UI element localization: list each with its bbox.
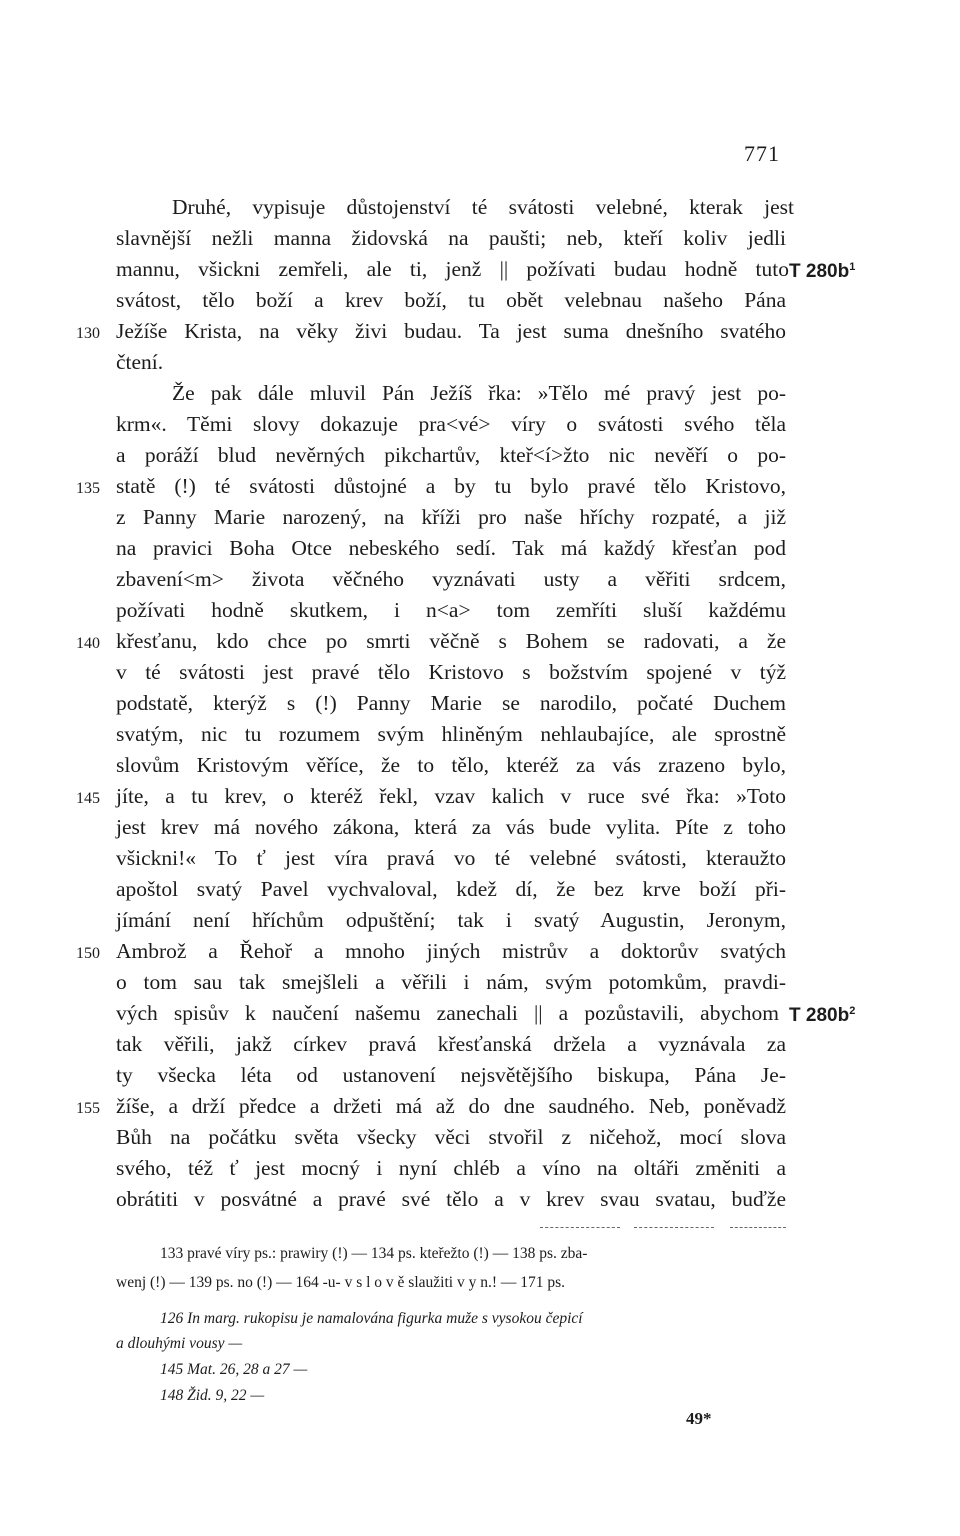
text-line: obrátiti v posvátné a pravé své tělo a v krev svau svatau, buďže [116, 1187, 786, 1211]
commentary-note: a dlouhými vousy — [116, 1335, 243, 1352]
line-number: 145 [76, 790, 100, 807]
page-number: 771 [744, 141, 780, 166]
margin-folio-ref: T $280b^1$ [789, 261, 856, 282]
text-line: mannu, všickni zemřeli, ale ti, jenž || požívati budau hodně tuto [116, 257, 789, 281]
text-line: slovům Kristovým věříce, že to tělo, kteréž za vás zrazeno bylo, [116, 753, 786, 777]
text-line: zbavení<m> života věčného vyznávati usty a věřiti srdcem, [116, 567, 786, 591]
text-line: Bůh na počátku světa všecky věci stvořil z ničehož, mocí slova [116, 1125, 786, 1149]
text-line: Ježíše Krista, na věky živi budau. Ta jest suma dnešního svatého [116, 319, 786, 343]
commentary-note: 126 In marg. rukopisu je namalována figurka muže s vysokou čepicí [160, 1310, 583, 1327]
text-line: čtení. [116, 350, 164, 374]
text-line: jímání není hříchům odpuštění; tak i svatý Augustin, Jeronym, [116, 908, 786, 932]
text-line: požívati hodně skutkem, i n<a> tom zemříti sluší každému [116, 598, 786, 622]
text-line: Ambrož a Řehoř a mnoho jiných mistrův a doktorův svatých [116, 939, 786, 963]
text-line: na pravici Boha Otce nebeského sedí. Tak má každý křesťan pod [116, 536, 786, 560]
signature-mark: 49* [686, 1409, 712, 1428]
margin-folio-ref: T $280b^2$ [789, 1005, 856, 1026]
text-line: jest krev má nového zákona, která za vás bude vylita. Píte z toho [116, 815, 786, 839]
text-line: Že pak dále mluvil Pán Ježíš řka: »Tělo mé pravý jest po- [172, 381, 786, 405]
text-line: jíte, a tu krev, o kteréž řekl, vzav kalich v ruce své řka: »Toto [116, 784, 786, 808]
text-line: všickni!« To ť jest víra pravá vo té velebné svátosti, kteraužto [116, 846, 786, 870]
line-number: 155 [76, 1100, 100, 1117]
text-line: o tom sau tak smejšleli a věřili i nám, svým potomkům, pravdi- [116, 970, 786, 994]
commentary-note: 148 Žid. 9, 22 — [160, 1387, 265, 1404]
text-line: apoštol svatý Pavel vychvaloval, kdež dí, že bez krve boží při- [116, 877, 786, 901]
variant-note: wenj (!) — 139 ps. no (!) — 164 -u- v s l o v ě slaužiti v y n.! — 171 ps. [116, 1274, 566, 1291]
line-number: 140 [76, 635, 100, 652]
text-line: tak věřili, jakž církev pravá křesťanská držela a vyznávala za [116, 1032, 786, 1056]
line-number: 130 [76, 325, 100, 342]
text-line: z Panny Marie narozený, na kříži pro naše hříchy rozpaté, a již [116, 505, 786, 529]
footnote-separator [634, 1227, 714, 1228]
text-line: svého, též ť jest mocný i nyní chléb a víno na oltáři změniti a [116, 1156, 786, 1180]
text-line: žíše, a drží předce a držeti má až do dne saudného. Neb, poněvadž [116, 1094, 786, 1118]
text-line: svatým, nic tu rozumem svým hliněným nehlaubajíce, ale sprostně [116, 722, 786, 746]
text-line: v té svátosti jest pravé tělo Kristovo s božstvím spojené v týž [116, 660, 786, 684]
text-line: a poráží blud nevěrných pikchartův, kteř<í>žto nic nevěří o po- [116, 443, 786, 467]
text-line: Druhé, vypisuje důstojenství té svátosti velebné, kterak jest [172, 195, 794, 219]
text-line: podstatě, kterýž s (!) Panny Marie se narodilo, počaté Duchem [116, 691, 786, 715]
commentary-note: 145 Mat. 26, 28 a 27 — [160, 1361, 308, 1378]
line-number: 150 [76, 945, 100, 962]
text-line: statě (!) té svátosti důstojné a by tu bylo pravé tělo Kristovo, [116, 474, 786, 498]
footnote-separator [540, 1227, 620, 1228]
line-number: 135 [76, 480, 100, 497]
text-line: krm«. Těmi slovy dokazuje pra<vé> víry o svátosti svého těla [116, 412, 786, 436]
variant-note: 133 pravé víry ps.: prawiry (!) — 134 ps. kteřežto (!) — 138 ps. zba- [160, 1245, 588, 1262]
footnote-separator [730, 1227, 786, 1228]
text-line: vých spisův k naučení našemu zanechali || a pozůstavili, abychom [116, 1001, 779, 1025]
text-line: křesťanu, kdo chce po smrti věčně s Bohem se radovati, a že [116, 629, 786, 653]
text-line: slavnější nežli manna židovská na paušti; neb, kteří koliv jedli [116, 226, 786, 250]
text-line: svátost, tělo boží a krev boží, tu obět velebnau našeho Pána [116, 288, 786, 312]
text-line: ty všecka léta od ustanovení nejsvětějšího biskupa, Pána Je- [116, 1063, 786, 1087]
